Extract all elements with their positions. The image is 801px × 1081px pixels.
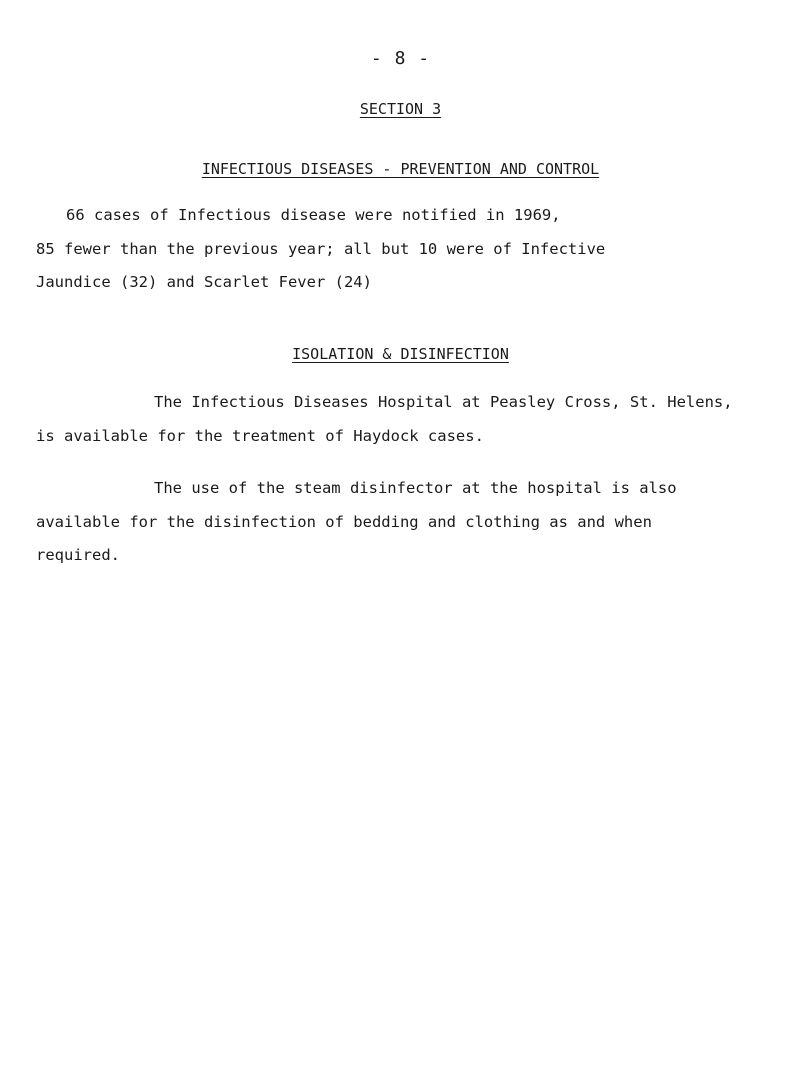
intro-line-3: Jaundice (32) and Scarlet Fever (24) [36, 273, 372, 291]
hospital-paragraph [36, 386, 776, 453]
section-title: SECTION 3 [359, 100, 442, 118]
intro-paragraph [36, 199, 776, 300]
disinfector-line-2: available for the disinfection of bedding and clothing as and when [36, 512, 652, 531]
hospital-line-1: The Infectious Diseases Hospital at Peasley Cross, St. Helens, [154, 393, 733, 411]
disinfector-line-1: The use of the steam disinfector at the hospital is also [154, 479, 677, 497]
isolation-heading: ISOLATION & DISINFECTION [292, 345, 509, 363]
disinfector-paragraph [36, 472, 776, 573]
disinfector-line-3: required. [36, 546, 120, 564]
main-heading: INFECTIOUS DISEASES - PREVENTION AND CONTROL [201, 160, 600, 178]
hospital-line-2: is available for the treatment of Haydock cases. [36, 426, 484, 445]
intro-line-2: 85 fewer than the previous year; all but 10 were of Infective [36, 239, 606, 258]
intro-line-1: 66 cases of Infectious disease were notified in 1969, [66, 206, 561, 224]
page-number: - 8 - [370, 48, 431, 69]
